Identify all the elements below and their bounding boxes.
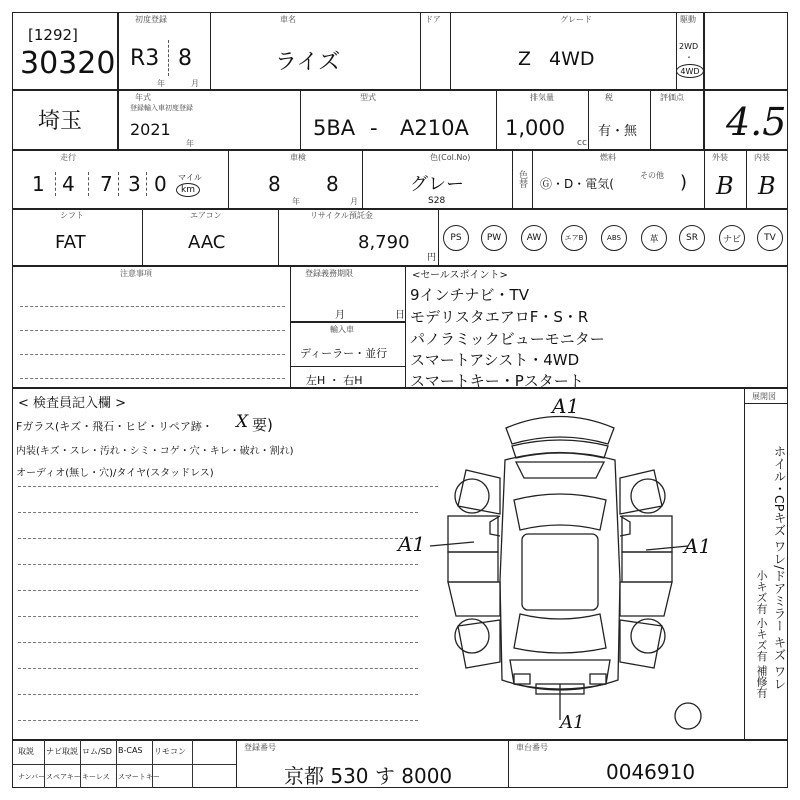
accessory-check-item: スマートキー	[118, 773, 160, 781]
car-name-label: 車名	[280, 15, 296, 24]
side-note-1: 小キズ有 小キズ有 補修有	[755, 570, 768, 698]
sales-point-3: スマートアシスト・4WD	[410, 351, 580, 369]
color-change-divider	[532, 150, 533, 210]
lot-number: 30320	[20, 46, 116, 81]
year: 2021	[130, 120, 171, 139]
color: グレー	[410, 174, 464, 195]
cc-unit: cc	[577, 138, 587, 148]
equipment-item: PS	[443, 225, 469, 251]
year-label: 年式	[135, 93, 151, 102]
first-reg-label: 初度登録	[135, 15, 167, 24]
mileage-d4: 0	[154, 172, 167, 196]
inspector-line1: Fガラス(キズ・飛石・ヒビ・リペア跡・	[16, 420, 213, 433]
inspector-line1-mark: X	[236, 412, 249, 432]
inspection-label: 車検	[290, 153, 306, 162]
inspection-month-suffix: 月	[350, 197, 358, 206]
reg-month: 月	[335, 310, 345, 321]
mileage-unit-mile: マイル	[178, 173, 202, 182]
model-label: 型式	[360, 93, 376, 102]
year-sub: 登録輸入車初度登録	[130, 104, 193, 112]
year-suffix: 年	[186, 139, 194, 148]
import-label: 輸入車	[330, 325, 354, 334]
sales-point-2: パノラミックビューモニター	[410, 330, 605, 348]
fuel-label: 燃料	[600, 153, 616, 162]
first-reg-year-suffix: 年	[157, 79, 165, 88]
row1-box	[118, 12, 704, 90]
inspector-line1-end: 要)	[252, 416, 273, 434]
exterior-label: 外装	[712, 153, 728, 162]
shift: FAT	[55, 232, 86, 253]
exterior: B	[716, 172, 734, 200]
color-change-label: 色替	[517, 170, 527, 188]
model-dash: -	[370, 116, 378, 140]
ac-label: エアコン	[190, 211, 222, 220]
accessory-check-item: リモコン	[154, 747, 186, 756]
mileage-label: 走行	[60, 153, 76, 162]
inspector-line2: 内装(キズ・スレ・汚れ・シミ・コゲ・穴・キレ・破れ・割れ)	[16, 446, 294, 457]
equipment-item: 革	[641, 225, 667, 251]
interior-label: 内装	[754, 153, 770, 162]
interior: B	[758, 172, 776, 200]
mark-right: A1	[684, 534, 712, 558]
equipment-item: PW	[481, 225, 507, 251]
shift-label: シフト	[60, 211, 84, 220]
sales-point-1: モデリスタエアロF・S・R	[410, 308, 589, 326]
side-note-0: ホイル・CPキズ ワレ/ドアミラー キズ ワレ	[772, 445, 787, 690]
mark-bottom: A1	[560, 712, 585, 733]
tax-label: 税	[605, 93, 613, 102]
accessory-check-item: B-CAS	[118, 746, 143, 755]
model-code: A210A	[400, 116, 469, 140]
steering: 左H ・ 右H	[306, 374, 363, 387]
inspector-title: < 検査員記入欄 >	[18, 396, 127, 411]
mileage-d1: 4	[62, 172, 75, 196]
plate-label: 登録番号	[244, 743, 276, 752]
score: 4.5	[726, 100, 787, 144]
grade-label: グレード	[560, 15, 592, 24]
recycle-label: リサイクル預託金	[310, 211, 373, 220]
tax: 有・無	[598, 124, 638, 139]
accessory-check-item: ロム/SD	[82, 747, 112, 756]
drive-label: 駆動	[680, 15, 696, 24]
accessory-check-item: ナンバー	[18, 773, 46, 781]
mileage-d3: 3	[128, 172, 141, 196]
reg-label: 登録義務期限	[305, 269, 353, 278]
plate: 京都 530 す 8000	[284, 764, 453, 788]
displacement: 1,000	[505, 116, 566, 140]
equipment-item: ナビ	[719, 225, 745, 251]
chassis: 0046910	[606, 760, 696, 784]
first-reg-era: R3	[130, 46, 160, 71]
recycle: 8,790	[358, 232, 410, 253]
model-prefix: 5BA	[313, 116, 356, 140]
color-no: S28	[428, 196, 446, 206]
accessory-check-item: スペアキー	[46, 773, 81, 781]
region: 埼玉	[38, 109, 83, 134]
reg-day: 日	[395, 310, 405, 321]
car-name: ライズ	[275, 50, 341, 75]
inspector-line3: オーディオ(無し・穴)/タイヤ(スタッドレス)	[16, 468, 214, 479]
mileage-unit-km: km	[176, 183, 200, 197]
mileage-d0: 1	[32, 172, 45, 196]
drive-dot: ・	[685, 53, 693, 62]
fuel-options: Ⓖ・D・電気(	[540, 177, 614, 191]
first-reg-month: 8	[178, 46, 192, 71]
score-header-box	[704, 12, 788, 90]
equipment-item: SR	[679, 225, 705, 251]
notes-label: 注意事項	[120, 269, 152, 278]
inspection-year: 8	[268, 172, 281, 196]
first-reg-month-suffix: 月	[191, 79, 199, 88]
fuel-close: )	[680, 172, 688, 193]
drive-4wd: 4WD	[676, 64, 704, 78]
score-label: 評価点	[660, 93, 684, 102]
inspection-month: 8	[326, 172, 339, 196]
chassis-label: 車台番号	[516, 743, 548, 752]
accessory-check-item: 取説	[18, 747, 34, 756]
color-label: 色(Col.No)	[430, 153, 471, 162]
cc-label: 排気量	[530, 93, 554, 102]
door-label: ドア	[425, 15, 441, 24]
drive-2wd: 2WD	[679, 42, 699, 51]
grade: Z 4WD	[518, 48, 595, 70]
mark-top: A1	[552, 394, 580, 418]
sales-point-0: 9インチナビ・TV	[410, 286, 529, 304]
ac: AAC	[188, 232, 226, 253]
equipment-item: ABS	[601, 225, 627, 251]
equipment-item: TV	[757, 225, 783, 251]
lot-bracket: [1292]	[28, 26, 78, 44]
sales-label: <セールスポイント>	[412, 270, 508, 281]
fuel-other: その他	[640, 171, 664, 180]
recycle-unit: 円	[427, 253, 437, 263]
mark-left: A1	[398, 532, 426, 556]
side-title: 展開図	[752, 392, 776, 401]
mileage-d2: 7	[100, 172, 113, 196]
import-options: ディーラー・並行	[300, 347, 388, 360]
inspection-year-suffix: 年	[292, 197, 300, 206]
accessory-check-item: ナビ取説	[46, 747, 78, 756]
equipment-item: AW	[521, 225, 547, 251]
accessory-check-item: キーレス	[82, 773, 110, 781]
equipment-item: エアB	[561, 225, 587, 251]
sales-point-4: スマートキー・Pスタート	[410, 372, 584, 390]
